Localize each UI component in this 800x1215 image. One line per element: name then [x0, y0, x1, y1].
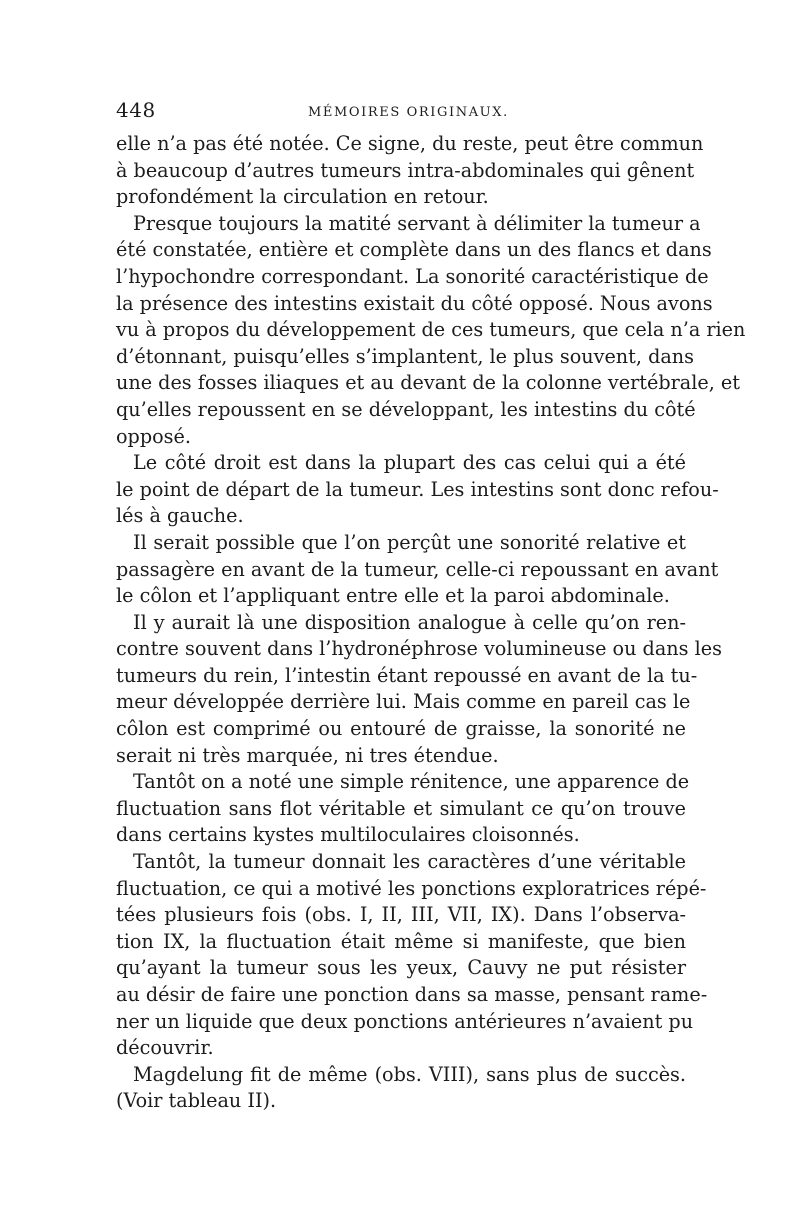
text-line: fluctuation sans flot véritable et simulant ce qu’on trouve: [116, 796, 686, 820]
text-line: meur développée derrière lui. Mais comme en pareil cas le: [116, 690, 691, 714]
text-line: serait ni très marquée, ni tres étendue.: [116, 743, 499, 767]
text-line: profondément la circulation en retour.: [116, 185, 489, 209]
text-line: qu’ayant la tumeur sous les yeux, Cauvy ne put résister: [116, 956, 686, 980]
text-line: qu’elles repoussent en se développant, les intestins du côté: [116, 397, 696, 421]
text-line: dans certains kystes multiloculaires cloisonnés.: [116, 823, 580, 847]
text-line: lés à gauche.: [116, 504, 244, 528]
text-line: Magdelung fit de même (obs. VIII), sans plus de succès.: [133, 1062, 686, 1086]
text-line: vu à propos du développement de ces tumeurs, que cela n’a rien: [116, 318, 746, 342]
text-line: ner un liquide que deux ponctions antérieures n’avaient pu: [116, 1009, 694, 1033]
text-line: Le côté droit est dans la plupart des cas celui qui a été: [133, 451, 686, 475]
text-line: à beaucoup d’autres tumeurs intra-abdominales qui gênent: [116, 158, 695, 182]
text-line: une des fosses iliaques et au devant de la colonne vertébrale, et: [116, 371, 740, 395]
text-line: elle n’a pas été notée. Ce signe, du reste, peut être commun: [116, 132, 704, 155]
text-line: le point de départ de la tumeur. Les intestins sont donc refou-: [116, 477, 719, 501]
text-line: Il y aurait là une disposition analogue à celle qu’on ren-: [133, 610, 686, 634]
text-line: découvrir.: [116, 1036, 214, 1060]
text-line: (Voir tableau II).: [116, 1089, 277, 1113]
text-line: été constatée, entière et complète dans un des flancs et dans: [116, 238, 712, 262]
text-line: au désir de faire une ponction dans sa masse, pensant rame-: [116, 983, 708, 1006]
text-line: tées plusieurs fois (obs. I, II, III, VII, IX). Dans l’observa-: [116, 903, 686, 927]
text-line: Presque toujours la matité servant à délimiter la tumeur a: [133, 211, 701, 235]
text-line: côlon est comprimé ou entouré de graisse, la sonorité ne: [116, 717, 686, 741]
running-title: MÉMOIRES ORIGINAUX.: [308, 105, 509, 120]
text-line: Tantôt on a noté une simple rénitence, une apparence de: [133, 770, 690, 794]
text-line: tumeurs du rein, l’intestin étant repoussé en avant de la tu-: [116, 663, 698, 687]
text-line: le côlon et l’appliquant entre elle et la paroi abdominale.: [116, 584, 670, 608]
text-line: la présence des intestins existait du côté opposé. Nous avons: [116, 291, 713, 315]
text-line: fluctuation, ce qui a motivé les ponctions exploratrices répé-: [116, 876, 707, 900]
body-text: [116, 131, 746, 1115]
text-line: passagère en avant de la tumeur, celle-ci repoussant en avant: [116, 557, 719, 581]
running-head: [116, 98, 686, 128]
text-line: Il serait possible que l’on perçût une sonorité relative et: [133, 530, 686, 554]
text-line: contre souvent dans l’hydronéphrose volumineuse ou dans les: [116, 637, 722, 661]
text-line: Tantôt, la tumeur donnait les caractères d’une véritable: [133, 850, 686, 874]
page-number: 448: [116, 98, 156, 122]
text-line: d’étonnant, puisqu’elles s’implantent, le plus souvent, dans: [116, 344, 694, 368]
text-line: l’hypochondre correspondant. La sonorité caractéristique de: [116, 264, 709, 288]
text-line: opposé.: [116, 424, 191, 448]
text-line: tion IX, la fluctuation était même si manifeste, que bien: [116, 929, 686, 953]
